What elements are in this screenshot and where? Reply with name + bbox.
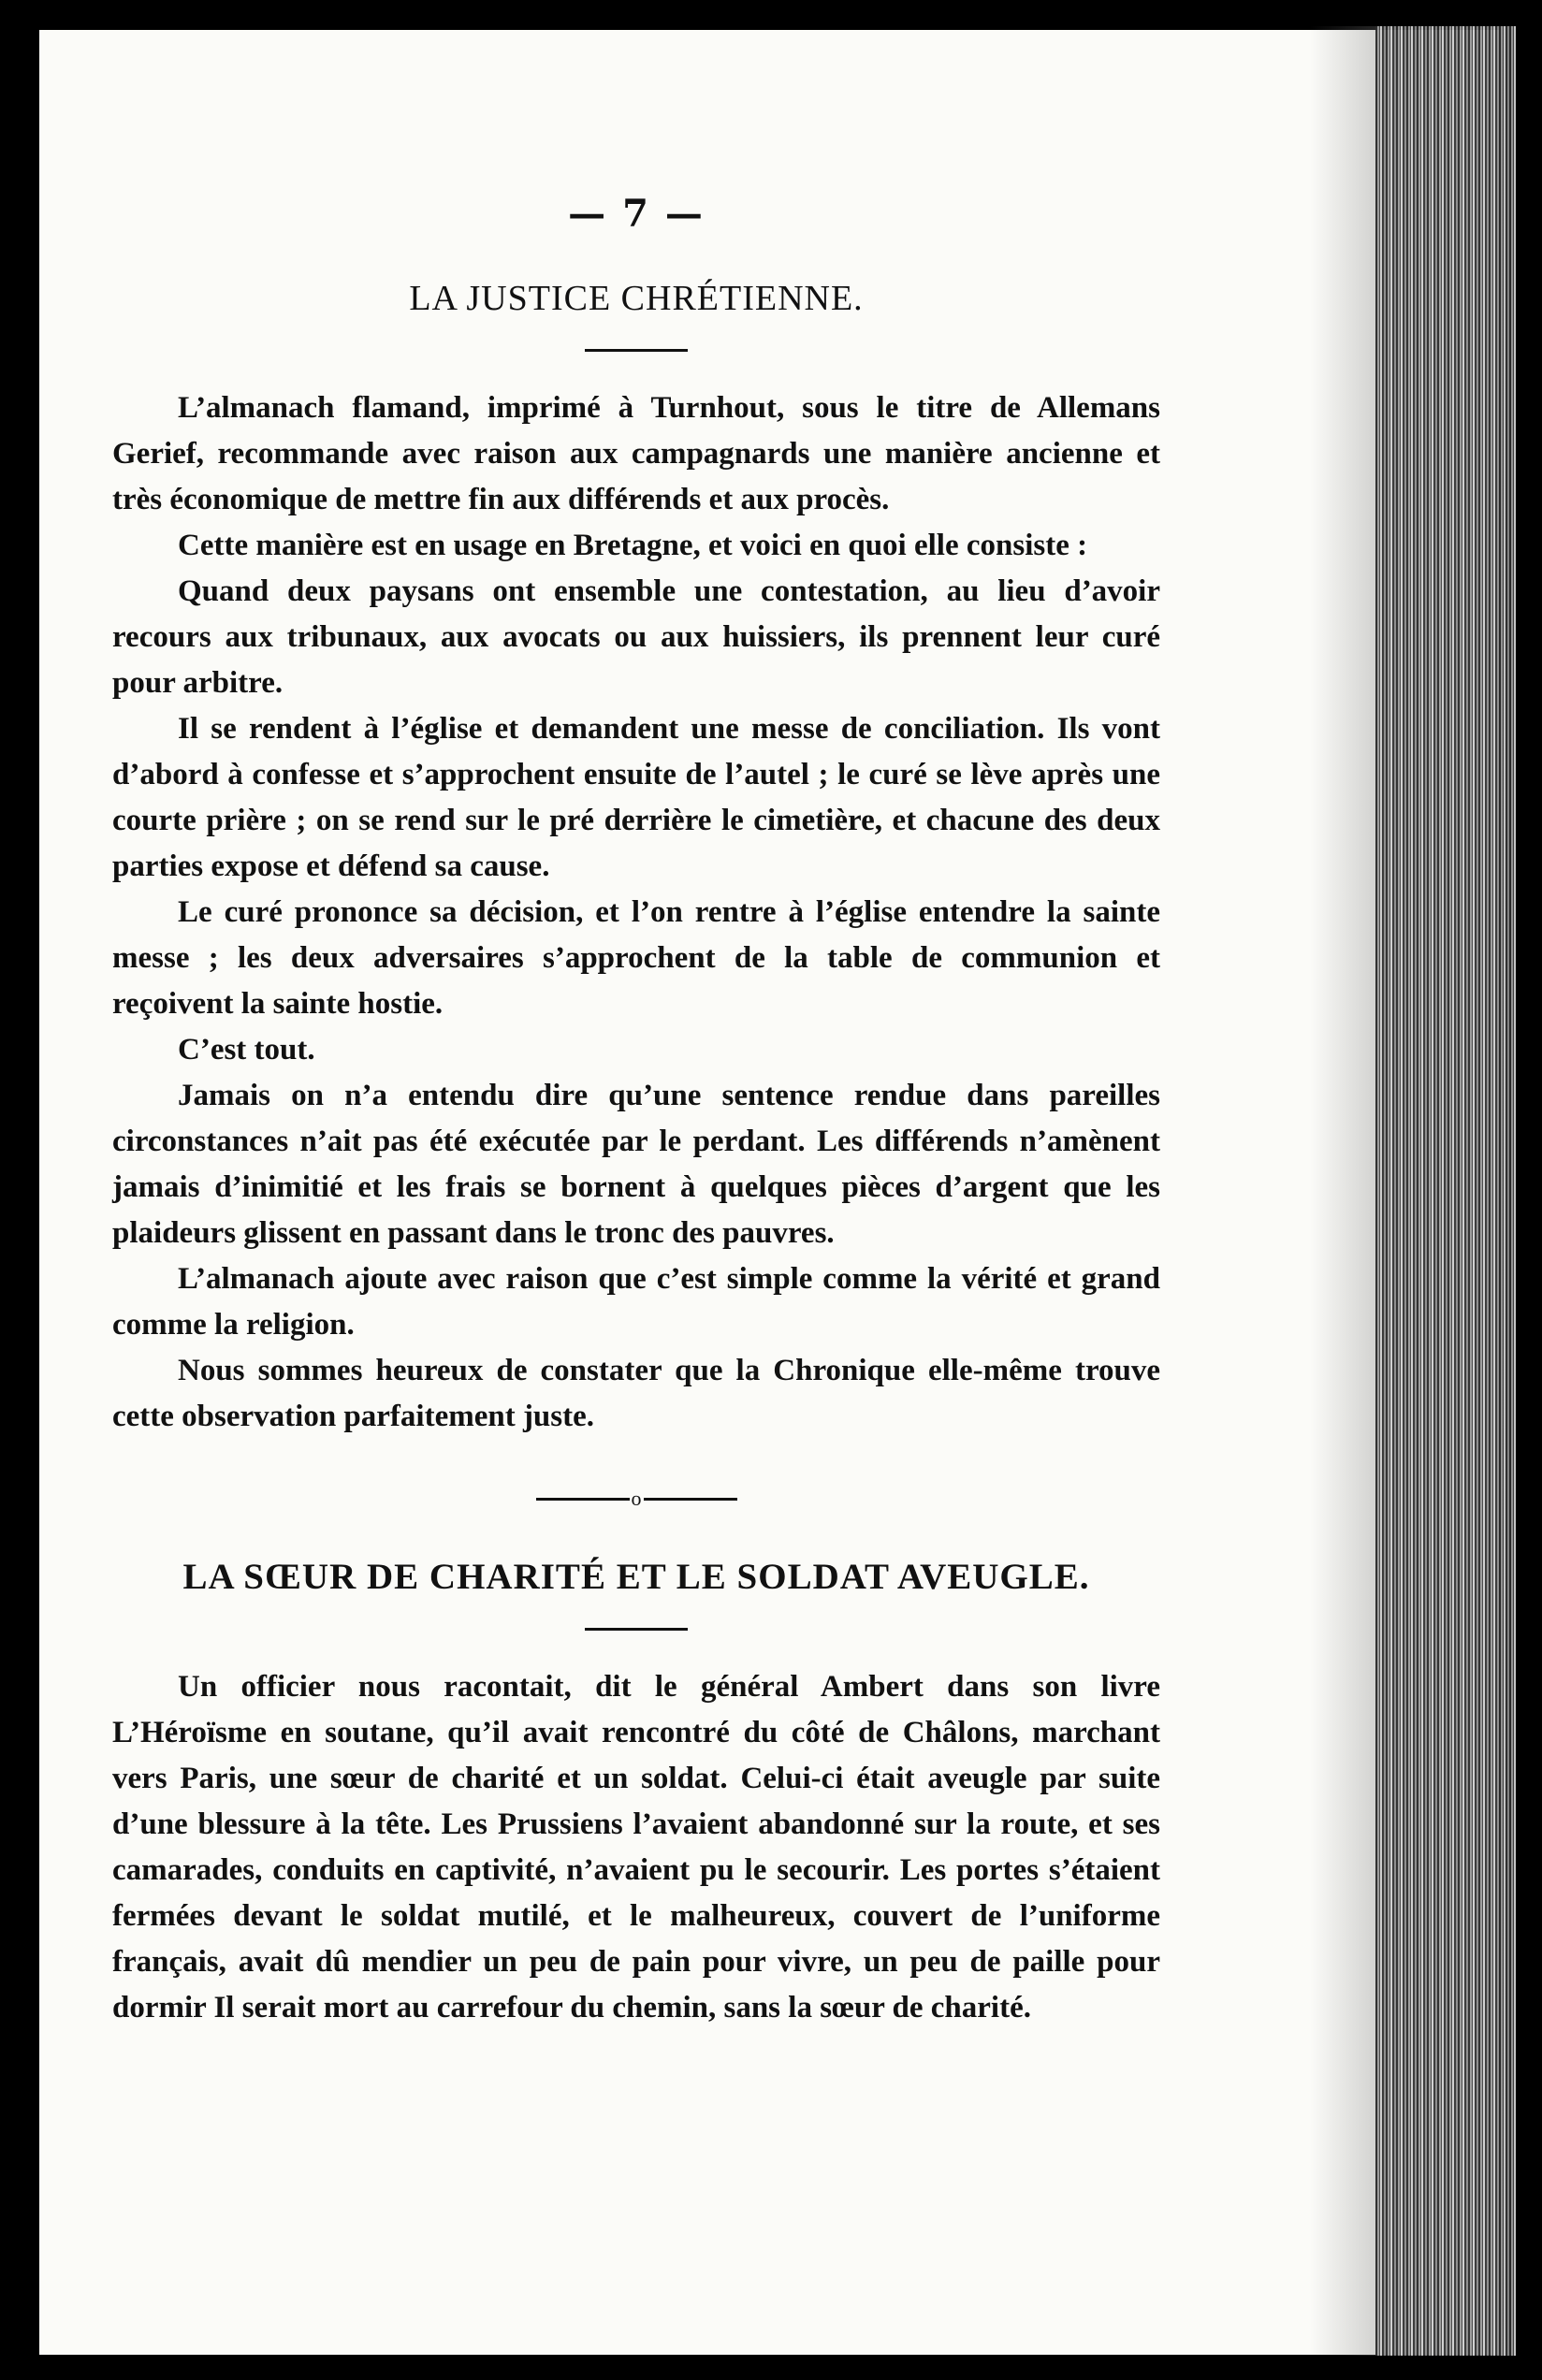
- section-separator: [112, 1487, 1160, 1511]
- paragraph: L’almanach flamand, imprimé à Turnhout, sous le titre de Allemans Gerief, recommande avec raison aux campagnards une manière ancienne et très économique de mettre fin aux différends et aux procès.: [112, 391, 1160, 516]
- paragraph: Nous sommes heureux de constater que la Chronique elle-même trouve cette observation parfaitement juste.: [112, 1354, 1160, 1433]
- separator-mark: o: [631, 1487, 642, 1510]
- page-content: [112, 192, 1160, 2031]
- paragraph: Cette manière est en usage en Bretagne, et voici en quoi elle consiste :: [178, 529, 1088, 562]
- paragraph: Un officier nous racontait, dit le général Ambert dans son livre L’Héroïsme en soutane, qu’il avait rencontré du côté de Châlons, marchant vers Paris, une sœur de charité et un soldat. Celui-ci était aveugle par suite d’une blessure à la tête. Les Prussiens l’avaient abandonné sur la route, et ses camarades, conduits en captivité, n’avaient pu le secourir. Les portes s’étaient fermées devant le soldat mutilé, et le malheureux, couvert de l’uniforme français, avait dû mendier un peu de pain pour vivre, un peu de paille pour dormir Il serait mort au carrefour du chemin, sans la sœur de charité.: [112, 1670, 1160, 2024]
- paragraph: Le curé prononce sa décision, et l’on rentre à l’église entendre la sainte messe ; les deux adversaires s’approchent de la table de communion et reçoivent la sainte hostie.: [112, 895, 1160, 1021]
- section-title-soeur: LA SŒUR DE CHARITÉ ET LE SOLDAT AVEUGLE.: [182, 1557, 1090, 1597]
- paragraph: Jamais on n’a entendu dire qu’une sentence rendue dans pareilles circonstances n’ait pas été exécutée par le perdant. Les différends n’amènent jamais d’inimitié et les frais se bornent à quelques pièces d’argent que les plaideurs glissent en passant dans le tronc des pauvres.: [112, 1079, 1160, 1250]
- paragraph: L’almanach ajoute avec raison que c’est simple comme la vérité et grand comme la religion.: [112, 1262, 1160, 1342]
- paragraph: Il se rendent à l’église et demandent une messe de conciliation. Ils vont d’abord à confesse et s’approchent ensuite de l’autel ; le curé se lève après une courte prière ; on se rend sur le pré derrière le cimetière, et chacune des deux parties expose et défend sa cause.: [112, 712, 1160, 883]
- paragraph: Quand deux paysans ont ensemble une contestation, au lieu d’avoir recours aux tribunaux, aux avocats ou aux huissiers, ils prennent leur curé pour arbitre.: [112, 574, 1160, 700]
- title-rule: [585, 349, 688, 352]
- section-title-justice: LA JUSTICE CHRÉTIENNE.: [409, 279, 864, 318]
- book-spine-edge: [1375, 26, 1516, 2356]
- title-rule: [585, 1628, 688, 1631]
- page-gutter-shadow: [1310, 26, 1385, 2356]
- separator-line: [536, 1498, 630, 1501]
- page-number: — 7 —: [568, 192, 705, 236]
- separator-line: [644, 1498, 737, 1501]
- paragraph: C’est tout.: [178, 1033, 315, 1067]
